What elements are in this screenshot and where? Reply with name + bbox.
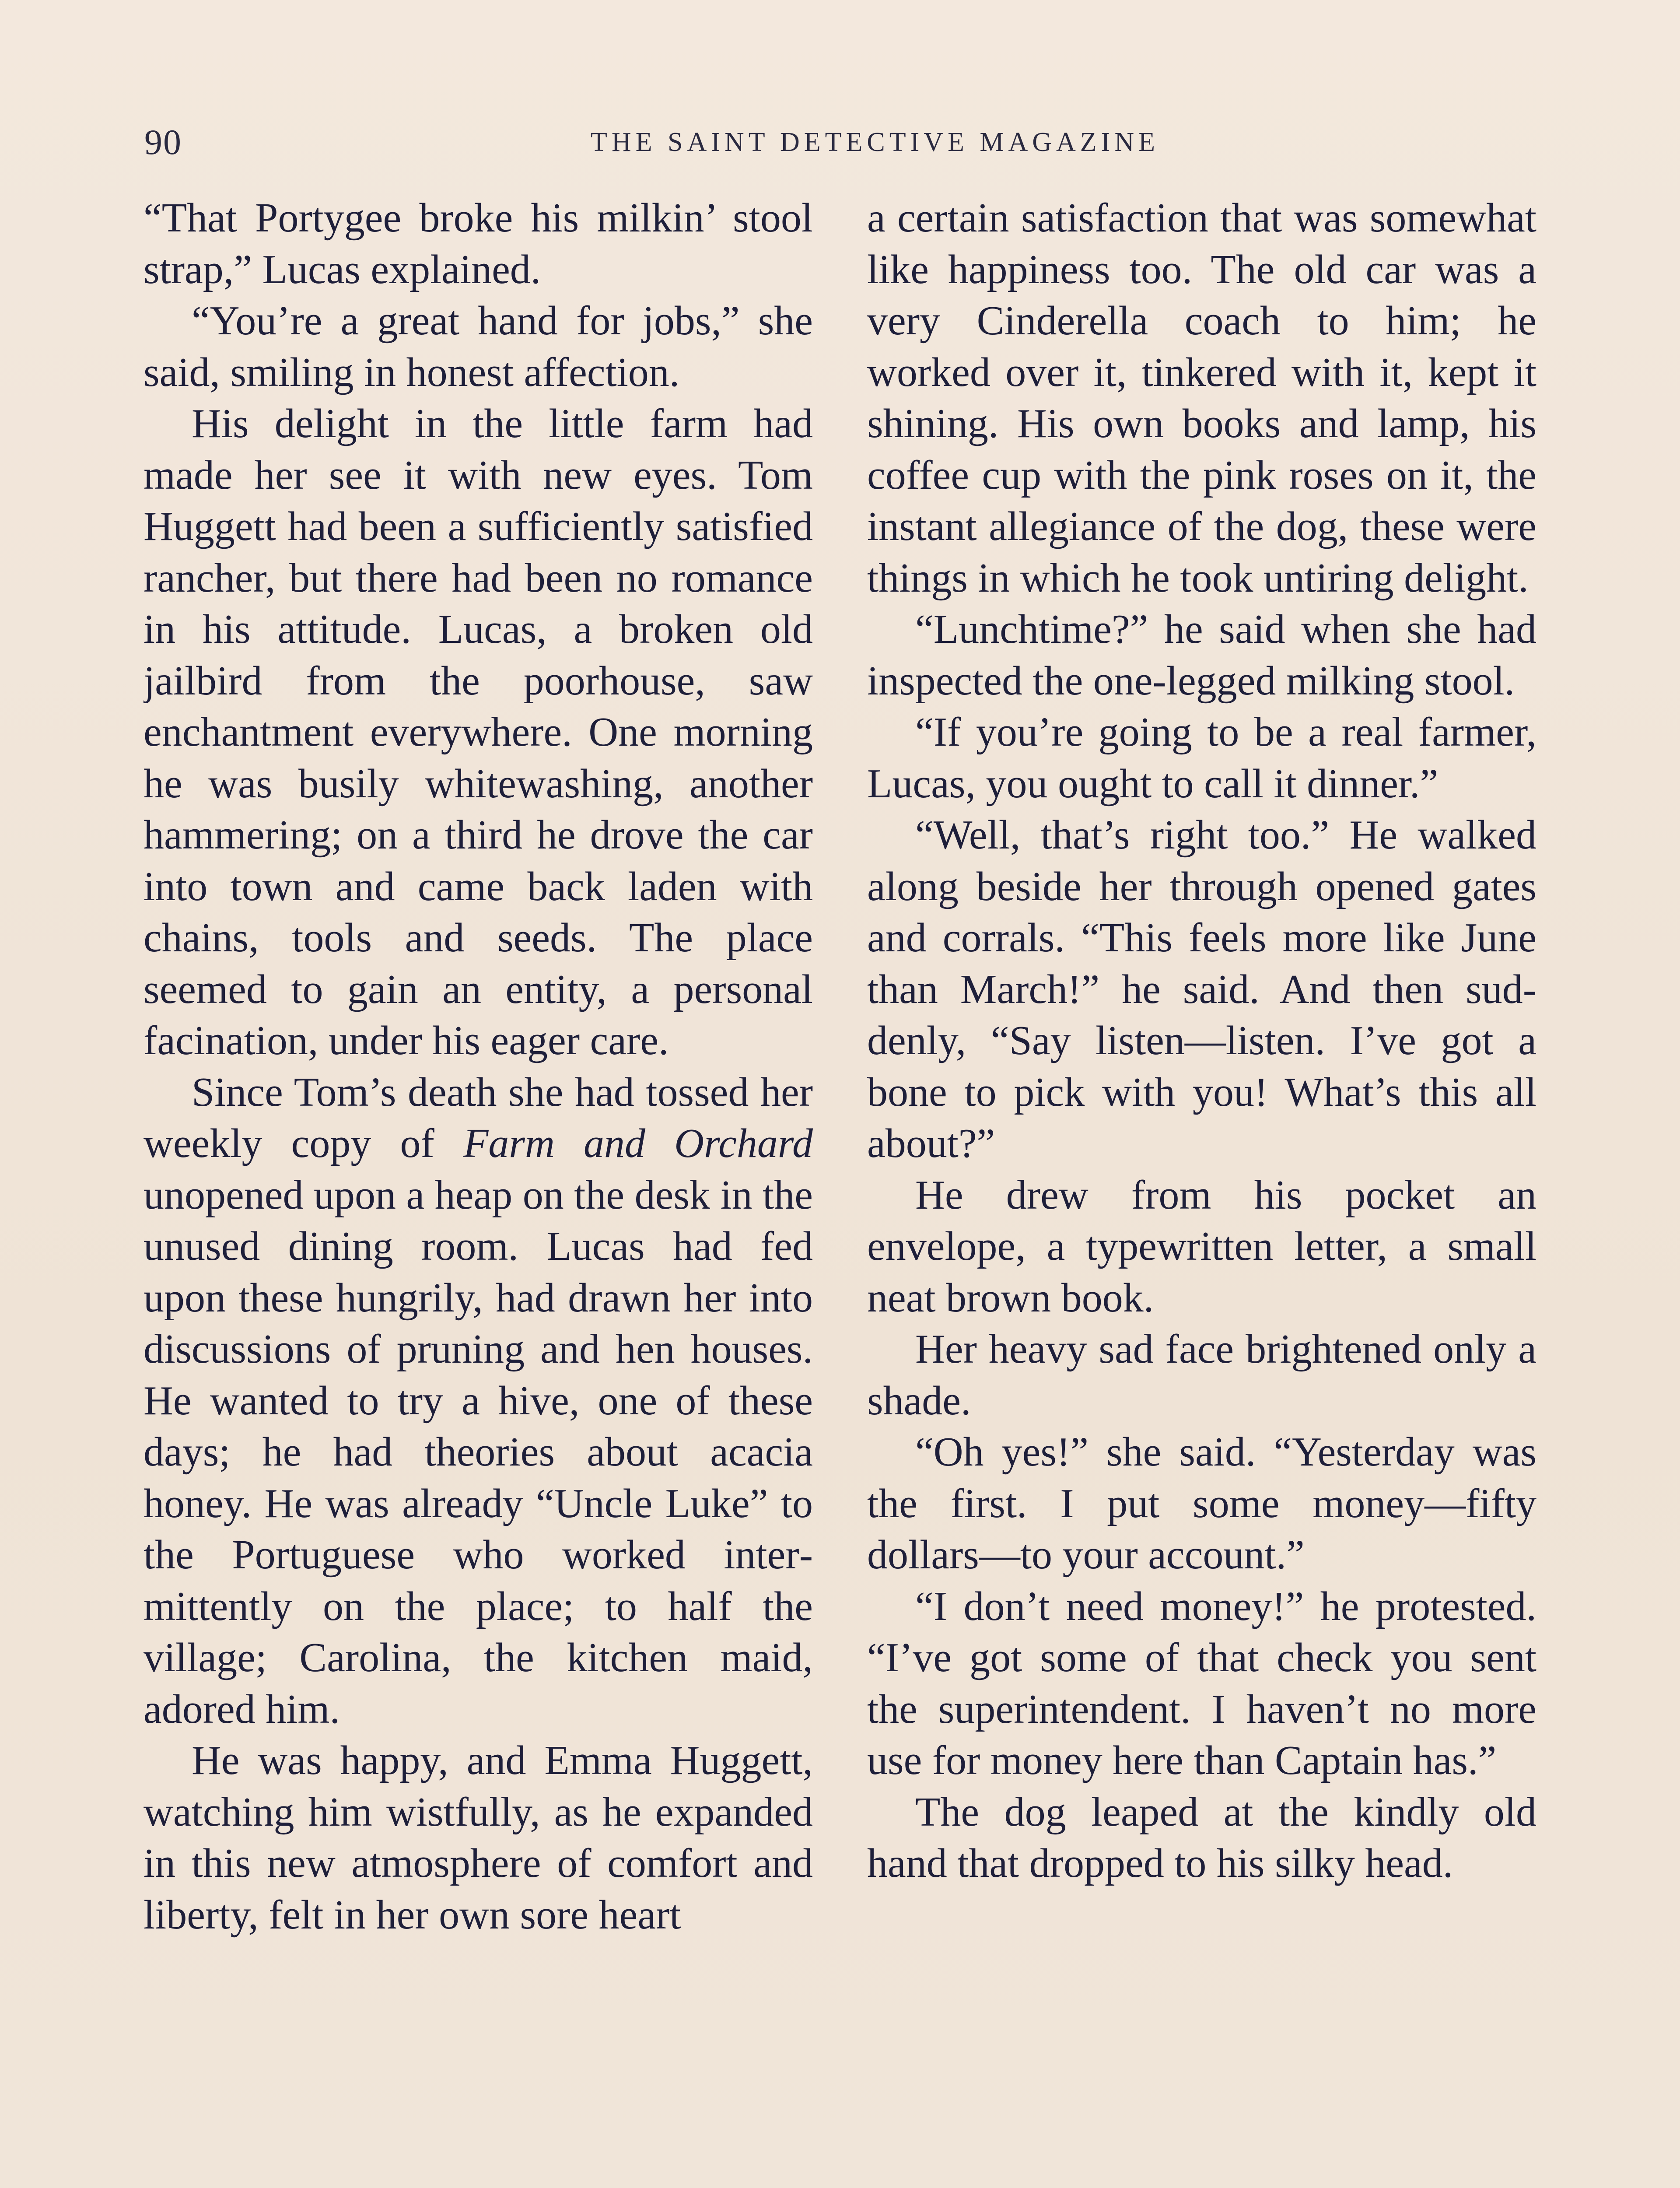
paragraph: a certain satisfaction that was somewhat like happiness too. The old car was a very Cinderella coach to him; he worked over it, tinkered with it, kept it shining. His own books and lamp, his coffee cup with the pink roses on it, the instant allegiance of the dog, these were things in which he took untiring delight. xyxy=(867,195,1536,601)
running-head: THE SAINT DETECTIVE MAGAZINE xyxy=(591,127,1159,157)
paragraph-text: unopened upon a heap on the desk in the unused dining room. Lucas had fed upon these hungrily, had drawn her into discussions of pruning and hen houses. He wanted to try a hive, one of these days; he had theories about acacia honey. He was already “Uncle Luke” to the Portuguese who worked intermittently on the place; to half the village; Carolina, the kitchen maid, adored him. xyxy=(144,1172,813,1732)
left-column xyxy=(144,193,813,2188)
right-column xyxy=(867,193,1536,2188)
magazine-title: Farm and Orchard xyxy=(463,1121,813,1166)
paragraph: He drew from his pocket an envelope, a typewritten letter, a small neat brown book. xyxy=(867,1172,1536,1321)
paragraph: Her heavy sad face brightened only a shade. xyxy=(867,1326,1536,1424)
paragraph: “I don’t need money!” he protested. “I’ve got some of that check you sent the superintendent. I haven’t no more use for money here than Captain has.” xyxy=(867,1583,1536,1783)
paragraph: “You’re a great hand for jobs,” she said, smiling in honest affection. xyxy=(144,298,813,395)
paragraph: His delight in the little farm had made her see it with new eyes. Tom Huggett had been a sufficiently satisfied rancher, but there had been no romance in his attitude. Lucas, a broken old jailbird from the poorhouse, saw enchantment everywhere. One morning he was busily whitewashing, another hammering; on a third he drove the car into town and came back laden with chains, tools and seeds. The place seemed to gain an entity, a personal facination, under his eager care. xyxy=(144,401,813,1063)
paragraph: He was happy, and Emma Huggett, watching him wistfully, as he expanded in this new atmosphere of comfort and liberty, felt in her own sore heart xyxy=(144,1738,813,1938)
paragraph: “That Portygee broke his milkin’ stool strap,” Lucas explained. xyxy=(144,195,813,292)
paragraph: The dog leaped at the kindly old hand that dropped to his silky head. xyxy=(867,1789,1536,1886)
paragraph: “Well, that’s right too.” He walked along beside her through opened gates and corrals. “This feels more like June than March!” he said. And then suddenly, “Say listen—listen. I’ve got a bone to pick with you! What’s this all about?” xyxy=(867,812,1536,1166)
paragraph: “Lunchtime?” he said when she had inspected the one-legged milking stool. xyxy=(867,607,1536,704)
paragraph-text: Since Tom’s death she had tossed her weekly copy of xyxy=(144,1069,813,1166)
paragraph: “Oh yes!” she said. “Yesterday was the first. I put some money—fifty dollars—to your account.” xyxy=(867,1429,1536,1578)
page-number: 90 xyxy=(144,122,182,162)
paragraph xyxy=(144,1067,813,1736)
paragraph: “If you’re going to be a real farmer, Lucas, you ought to call it dinner.” xyxy=(867,709,1536,806)
